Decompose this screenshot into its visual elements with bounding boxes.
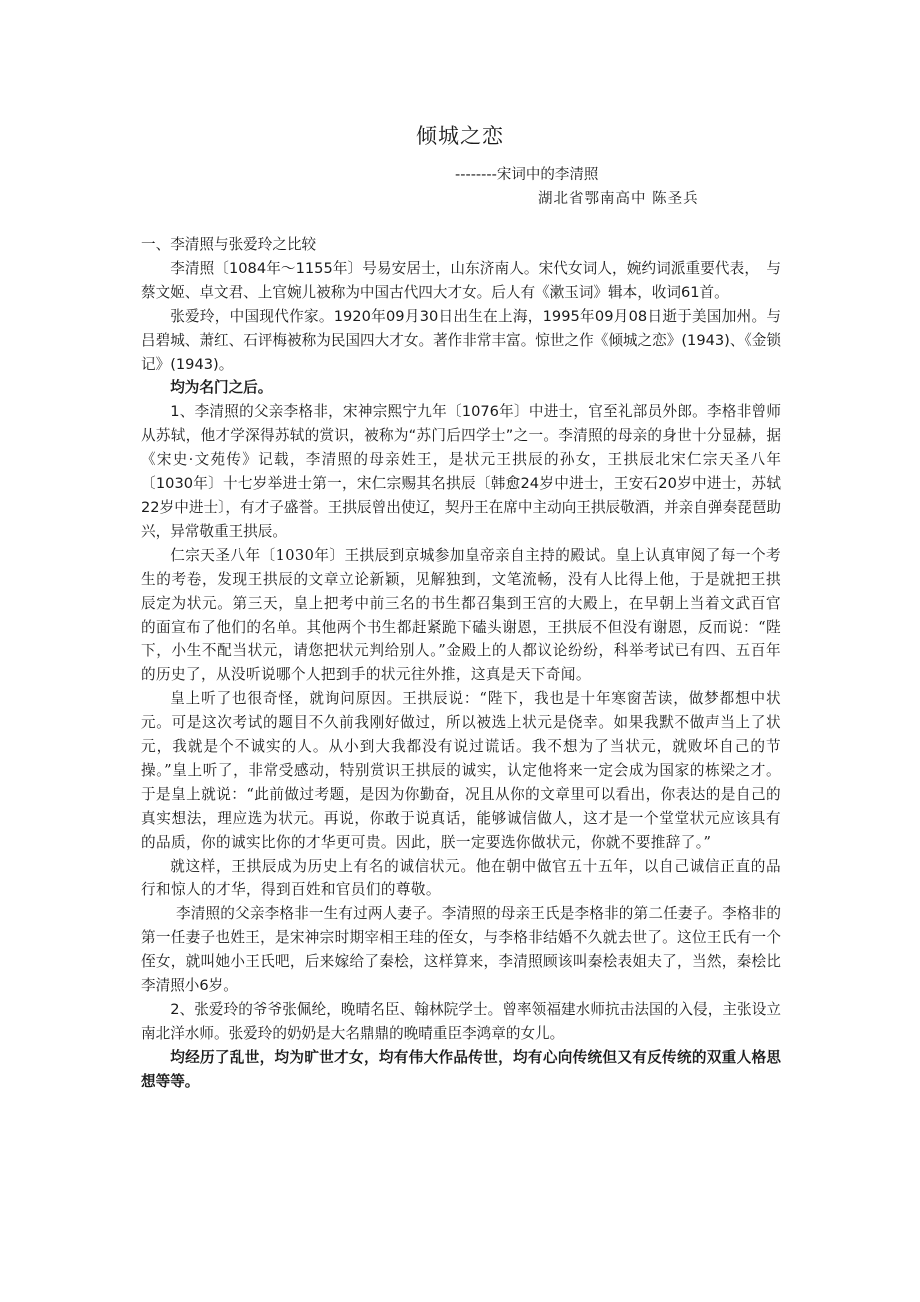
paragraph-conclusion: 均经历了乱世，均为旷世才女，均有伟大作品传世，均有心向传统但又有反传统的双重人格思想等等。 bbox=[141, 1048, 781, 1090]
document-author: 湖北省鄂南高中 陈圣兵 bbox=[538, 191, 699, 207]
paragraph-zhang-ailing-intro: 张爱玲，中国现代作家。1920年09月30日出生在上海，1995年09月08日逝于美国加州。与吕碧城、萧红、石评梅被称为民国四大才女。著作非常丰富。惊世之作《倾城之恋》(1943)、《金锁记》(1943)。 bbox=[141, 307, 781, 373]
paragraph-li-gefei: 1、李清照的父亲李格非，宋神宗熙宁九年〔1076年〕中进士，官至礼部员外郎。李格非曾师从苏轼，他才学深得苏轼的赏识，被称为“苏门后四学士”之一。李清照的母亲的身世十分显赫，据《宋史·文苑传》记载，李清照的母亲姓王，是状元王拱辰的孙女，王拱辰北宋仁宗天圣八年〔1030年〕十七岁举进士第一，宋仁宗赐其名拱辰〔韩愈24岁中进士，王安石20岁中进士，苏轼22岁中进士〕，有才子盛誉。王拱辰曾出使辽，契丹王在席中主动向王拱辰敬酒，并亲自弹奏琵琶助兴，异常敬重王拱辰。 bbox=[141, 403, 781, 540]
paragraph-li-gefei-wives: 李清照的父亲李格非一生有过两人妻子。李清照的母亲王氏是李格非的第二任妻子。李格非的第一任妻子也姓王，是宋神宗时期宰相王珪的侄女，与李格非结婚不久就去世了。这位王氏有一个侄女，就叫她小王氏吧，后来嫁给了秦桧，这样算来，李清照顾该叫秦桧表姐夫了，当然，秦桧比李清照小6岁。 bbox=[141, 905, 781, 995]
document-body bbox=[141, 233, 781, 1094]
section-heading: 一、李清照与张爱玲之比较 bbox=[141, 236, 317, 253]
paragraph-zhang-peilun: 2、张爱玲的爷爷张佩纶，晚晴名臣、翰林院学士。曾率领福建水师抗击法国的入侵，主张设立南北洋水师。张爱玲的奶奶是大名鼎鼎的晚晴重臣李鸿章的女儿。 bbox=[141, 1001, 781, 1042]
paragraph-li-qingzhao-intro: 李清照〔1084年～1155年〕号易安居士，山东济南人。宋代女词人，婉约词派重要代表， 与蔡文姬、卓文君、上官婉儿被称为中国古代四大才女。后人有《漱玉词》辑本，收词61首。 bbox=[141, 259, 781, 301]
paragraph-noble-families: 均为名门之后。 bbox=[170, 379, 273, 397]
document-title: 倾城之恋 bbox=[416, 124, 504, 148]
paragraph-emperor-response: 皇上听了也很奇怪，就询问原因。王拱辰说：“陛下，我也是十年寒窗苦读，做梦都想中状元。可是这次考试的题目不久前我刚好做过，所以被选上状元是侥幸。如果我默不做声当上了状元，我就是个不诚实的人。从小到大我都没有说过谎话。我不想为了当状元，就败坏自己的节操。”皇上听了，非常受感动，特别赏识王拱辰的诚实，认定他将来一定会成为国家的栋梁之才。于是皇上就说：“此前做过考题，是因为你勤奋，况且从你的文章里可以看出，你表达的是自己的真实想法，理应选为状元。再说，你敢于说真话，能够诚信做人，这才是一个堂堂状元应该具有的品质，你的诚实比你的才华更可贵。因此，朕一定要选你做状元，你就不要推辞了。” bbox=[141, 690, 781, 851]
paragraph-wang-gongchen-exam: 仁宗天圣八年〔1030年〕王拱辰到京城参加皇帝亲自主持的殿试。皇上认真审阅了每一个考生的考卷，发现王拱辰的文章立论新颖，见解独到，文笔流畅，没有人比得上他，于是就把王拱辰定为状元。第三天，皇上把考中前三名的书生都召集到王宫的大殿上，在早朝上当着文武百官的面宣布了他们的名单。其他两个书生都赶紧跪下磕头谢恩，王拱辰不但没有谢恩，反而说：“陛下，小生不配当状元，请您把状元判给别人。”金殿上的人都议论纷纷，科举考试已有四、五百年的历史了，从没听说哪个人把到手的状元往外推，这真是天下奇闻。 bbox=[141, 546, 781, 684]
document-subtitle: --------宋词中的李清照 bbox=[455, 167, 599, 183]
paragraph-honest-zhuangyuan: 就这样，王拱辰成为历史上有名的诚信状元。他在朝中做官五十五年，以自己诚信正直的品行和惊人的才华，得到百姓和官员们的尊敬。 bbox=[141, 857, 781, 899]
